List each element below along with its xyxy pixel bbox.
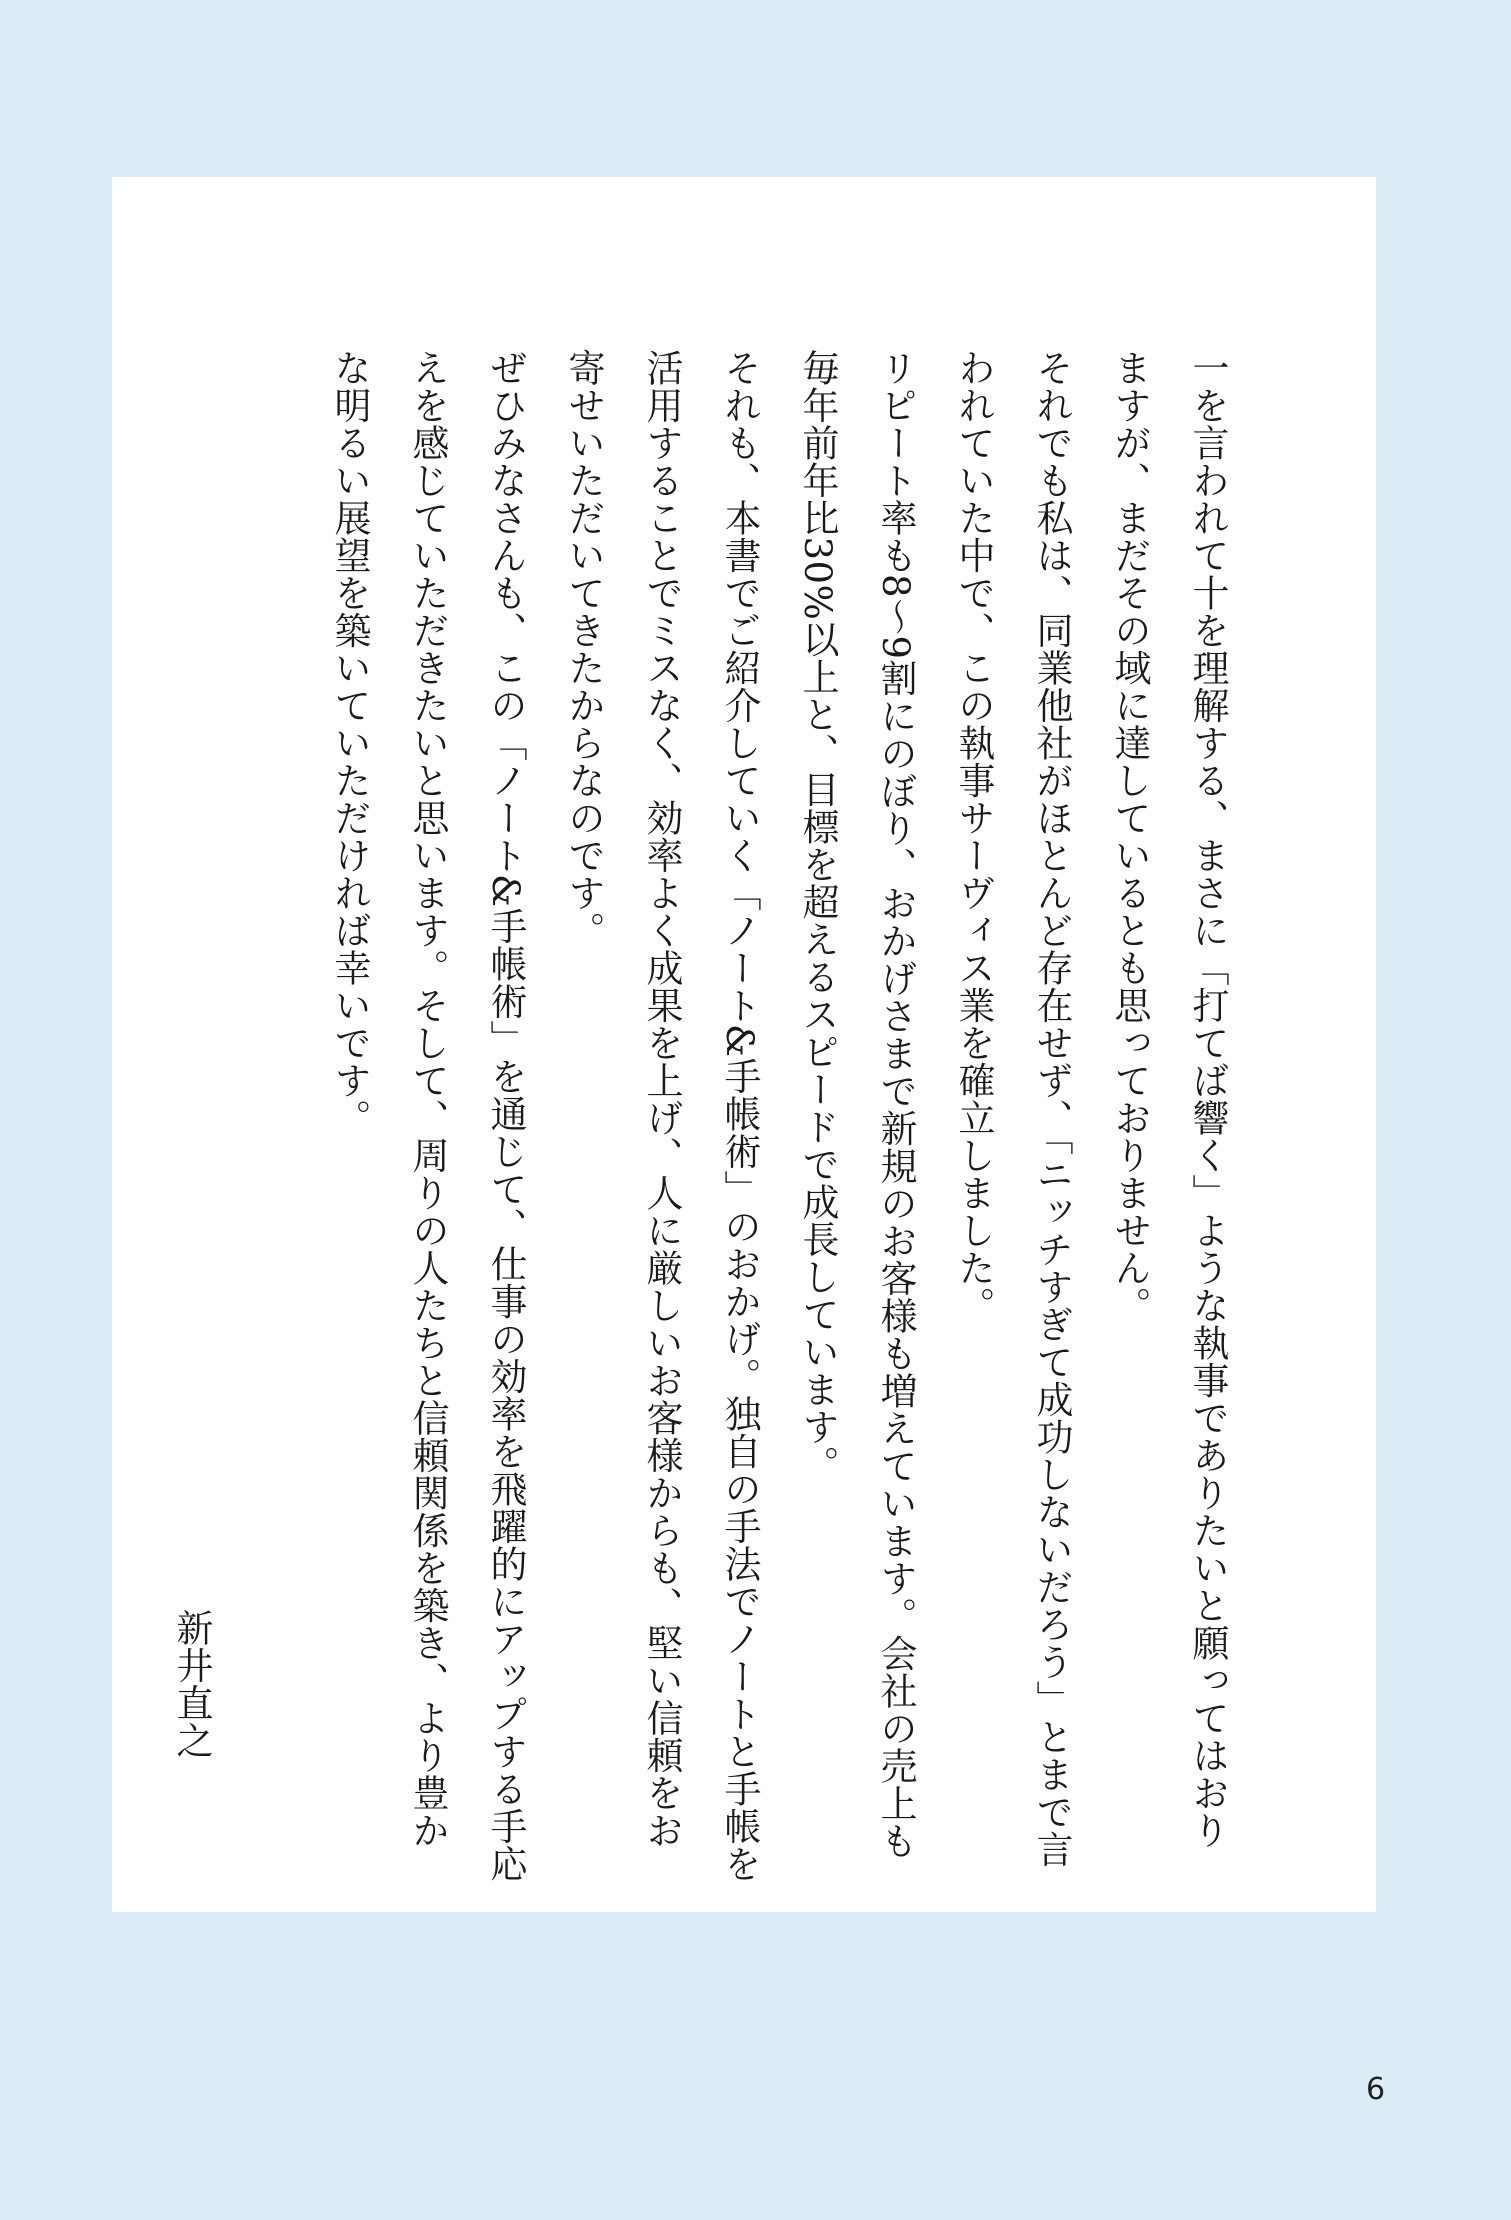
paragraph-4: それも、本書でご紹介していく「ノート&手帳術」のおかげ。独自の手法でノートと手帳を活用することでミスなく、効率よく成果を上げ、人に厳しいお客様からも、堅い信頼をお寄せいただいてきたからなのです。 — [562, 349, 761, 1883]
author-signature: 新井直之 — [170, 1609, 213, 1759]
page-card — [112, 177, 1376, 1912]
paragraph-2: それでも私は、同業他社がほとんど存在せず、「ニッチすぎて成功しないだろう」とまで言われていた中で、この執事サーヴィス業を確立しました。 — [952, 349, 1073, 1868]
page-number: 6 — [1366, 2072, 1386, 2107]
paragraph-1: 一を言われて十を理解する、まさに「打てば響く」ような執事でありたいと願ってはおりますが、まだその域に達しているとも思っておりません。 — [1108, 349, 1229, 1849]
paragraph-5: ぜひみなさんも、この「ノート&手帳術」を通じて、仕事の効率を飛躍的にアップする手応えを感じていただきたいと思います。そして、周りの人たちと信頼関係を築き、より豊かな明るい展望を築いていただければ幸いです。 — [328, 349, 527, 1883]
paragraph-3: リピート率も8〜9割にのぼり、おかげさまで新規のお客様も増えています。会社の売上も毎年前年比30%以上と、目標を超えるスピードで成長しています。 — [796, 349, 917, 1860]
body-text — [152, 349, 1246, 1884]
